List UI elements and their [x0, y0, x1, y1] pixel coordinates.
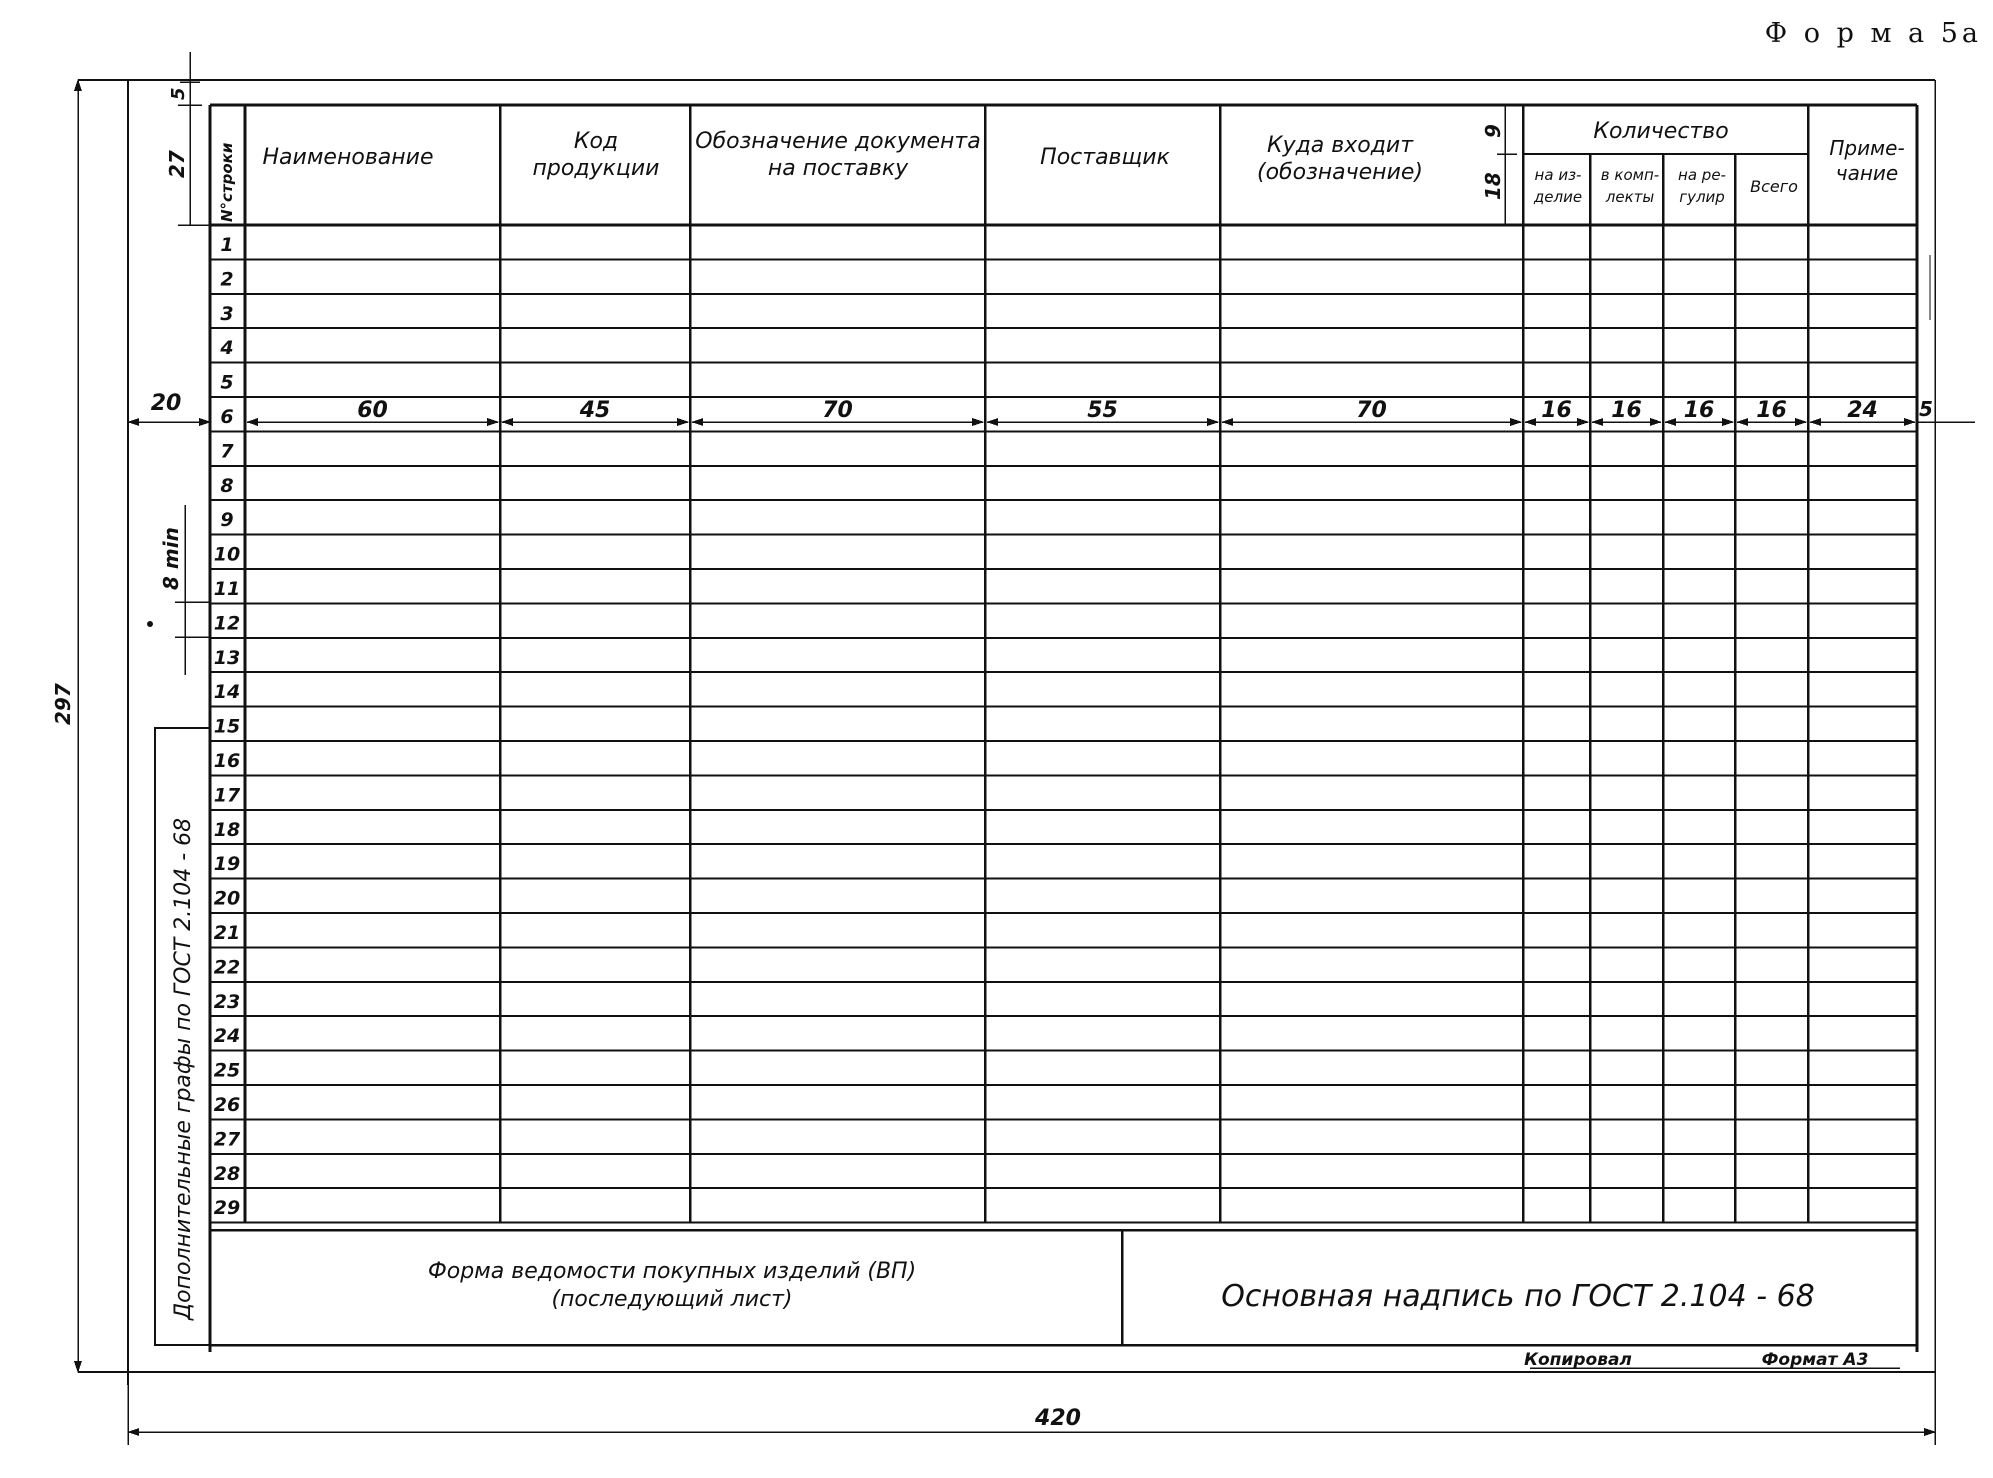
- row-number: 27: [213, 1128, 241, 1151]
- row-number: 16: [213, 750, 241, 772]
- header-q-per-item-l1: на из-: [1534, 166, 1582, 184]
- row-number: 10: [213, 543, 241, 566]
- column-width-label: 16: [1683, 398, 1715, 423]
- side-strip-label: Дополнительные графы по ГОСТ 2.104 - 68: [171, 817, 196, 1320]
- footer-stamp: Основная надпись по ГОСТ 2.104 - 68: [1221, 1279, 1815, 1314]
- outer-frame: [78, 80, 1935, 1445]
- row-number: 8: [220, 474, 234, 497]
- header-code-l1: Код: [573, 129, 619, 154]
- footer-form-title-l2: (последующий лист): [551, 1287, 793, 1312]
- header-code-l2: продукции: [532, 156, 660, 181]
- column-width-label: 16: [1756, 398, 1787, 423]
- dim-subheader-bottom: 18: [1481, 172, 1505, 200]
- row-number: 1: [220, 234, 234, 256]
- header-note-l2: чание: [1835, 161, 1899, 185]
- column-width-label: 70: [822, 398, 853, 423]
- header-q-sets-l1: в комп-: [1600, 166, 1660, 184]
- row-number: 2: [220, 268, 234, 291]
- row-number: 5: [220, 371, 234, 394]
- row-number: 14: [213, 681, 241, 704]
- header-name: Наименование: [262, 145, 434, 170]
- dim-sheet-width: 420: [1035, 1406, 1081, 1431]
- row-number: 4: [220, 337, 234, 360]
- header-doc-l1: Обозначение документа: [695, 129, 981, 154]
- footer-copied: Копировал: [1524, 1350, 1632, 1370]
- header-doc-l2: на поставку: [767, 156, 909, 181]
- header-q-adjust-l2: гулир: [1679, 188, 1725, 206]
- column-width-label: 70: [1356, 398, 1387, 423]
- inner-frame: [210, 105, 1917, 1352]
- row-number: 25: [213, 1059, 241, 1082]
- column-width-label: 45: [579, 398, 611, 423]
- row-number: 18: [213, 818, 241, 841]
- row-number: 3: [220, 302, 234, 325]
- dim-subheader-top: 9: [1481, 124, 1505, 138]
- column-width-label: 55: [1087, 398, 1118, 423]
- header-q-total: Всего: [1750, 177, 1798, 196]
- table-grid: [210, 105, 1917, 1223]
- row-number: 19: [213, 853, 241, 876]
- side-strip: [147, 621, 210, 1345]
- row-number: 21: [213, 922, 241, 944]
- header-where-l2: (обозначение): [1257, 160, 1423, 185]
- row-number: 11: [213, 578, 241, 600]
- header-q-per-item-l2: делие: [1533, 188, 1583, 206]
- column-width-label: 16: [1611, 398, 1642, 423]
- row-number: 9: [220, 509, 234, 532]
- header-quantity: Количество: [1593, 119, 1729, 144]
- dim-header-height: 27: [165, 150, 189, 178]
- dim-right-margin: 5: [1919, 397, 1933, 421]
- row-number: 12: [213, 612, 241, 635]
- row-number: 15: [213, 715, 241, 738]
- row-number: 17: [213, 784, 241, 807]
- table-header: [218, 119, 1905, 222]
- row-number: 29: [213, 1197, 241, 1220]
- row-number: 22: [213, 956, 241, 979]
- column-width-dimensions: [247, 398, 1915, 423]
- column-width-label: 16: [1541, 398, 1572, 423]
- form-label: Ф о р м а 5а: [1764, 18, 1982, 49]
- row-numbers: [214, 234, 241, 1219]
- dim-row-min: 8 min: [159, 527, 183, 590]
- row-number: 13: [213, 646, 241, 669]
- dim-left-margin: 20: [150, 391, 182, 416]
- row-number: 7: [220, 440, 234, 463]
- row-number: 24: [213, 1025, 241, 1048]
- footer-format: Формат А3: [1761, 1350, 1869, 1370]
- header-where-l1: Куда входит: [1266, 133, 1414, 158]
- footer-form-title-l1: Форма ведомости покупных изделий (ВП): [427, 1259, 917, 1284]
- header-q-adjust-l1: на ре-: [1678, 166, 1726, 184]
- column-width-label: 60: [357, 398, 388, 423]
- header-supplier: Поставщик: [1040, 145, 1170, 170]
- row-number: 6: [220, 406, 234, 428]
- header-row-no: N°строки: [218, 142, 236, 222]
- header-q-sets-l2: лекты: [1605, 188, 1655, 206]
- header-note-l1: Приме-: [1829, 136, 1905, 160]
- dim-top-margin: 5: [168, 87, 189, 100]
- row-number: 23: [213, 990, 241, 1013]
- dim-sheet-height: 297: [51, 683, 75, 725]
- row-number: 28: [213, 1162, 241, 1185]
- column-width-label: 24: [1847, 398, 1878, 423]
- row-number: 20: [213, 887, 241, 910]
- row-number: 26: [213, 1094, 241, 1116]
